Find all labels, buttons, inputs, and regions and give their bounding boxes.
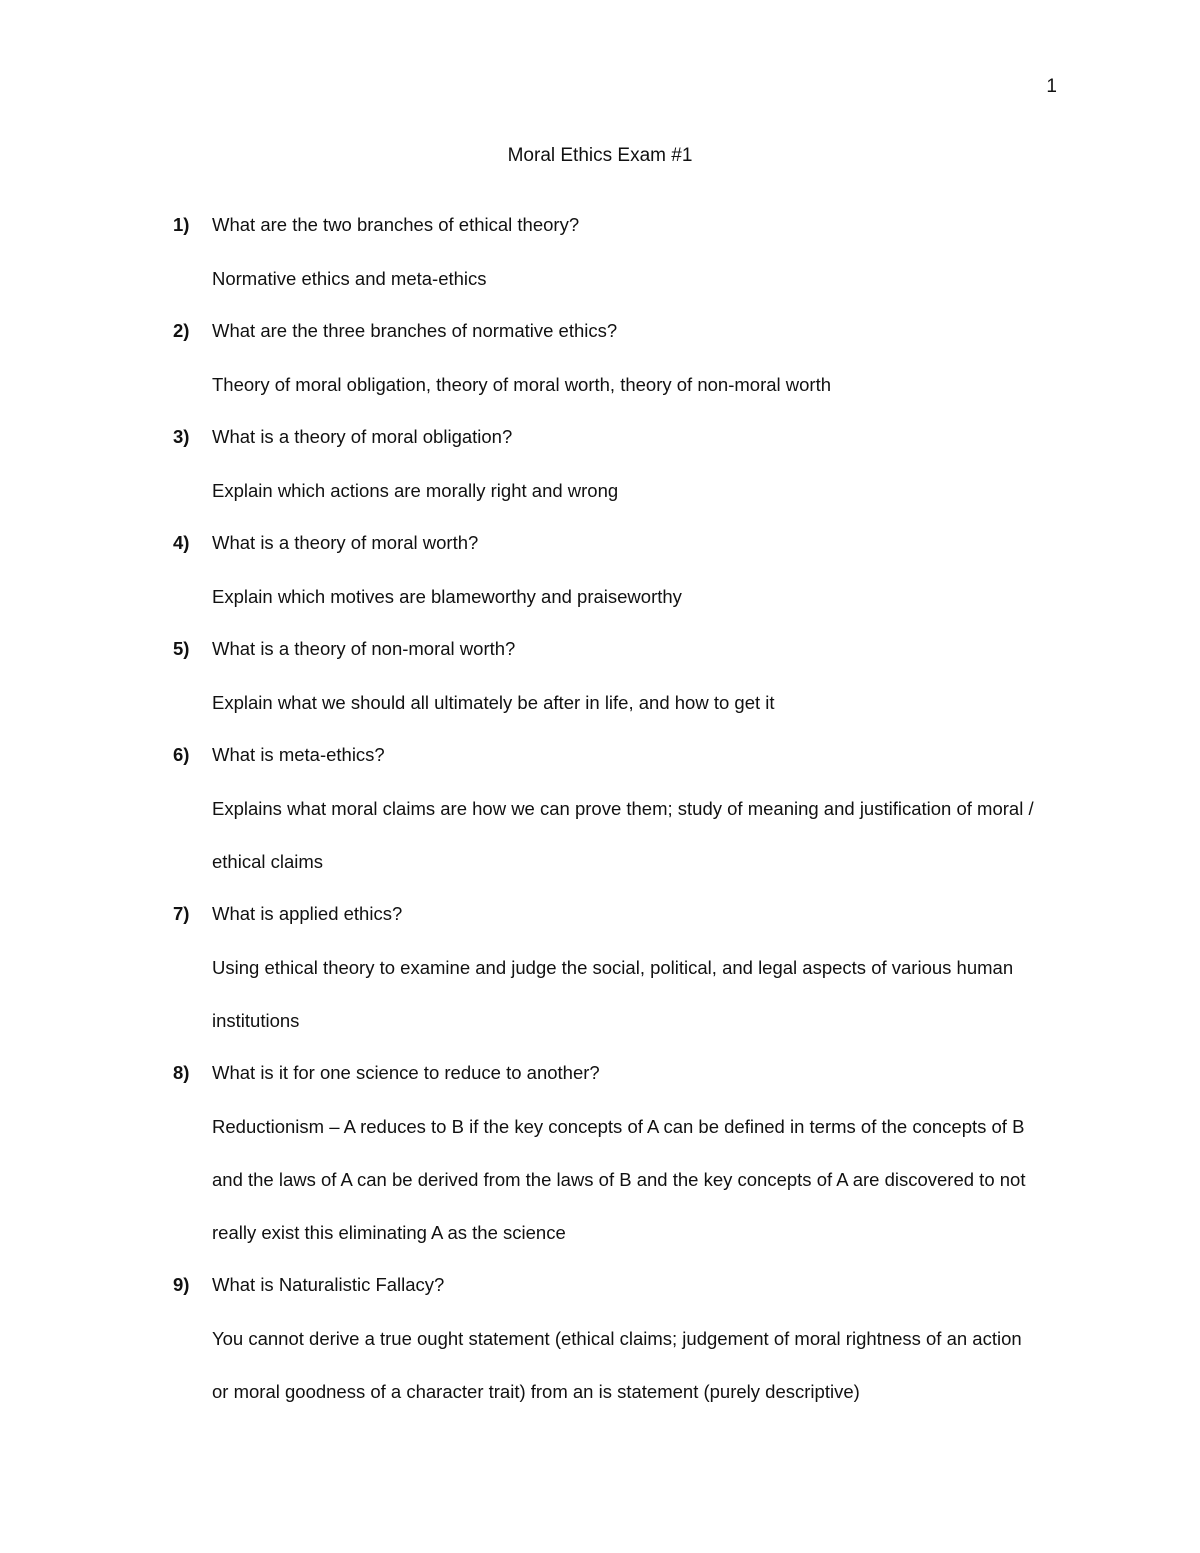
question-number: 9) (173, 1274, 190, 1295)
question-number: 4) (173, 532, 190, 553)
question-text: What is a theory of moral worth? (212, 532, 479, 553)
question-list (0, 209, 1200, 1428)
question-text: What is Naturalistic Fallacy? (212, 1274, 445, 1295)
question-number: 6) (173, 744, 190, 765)
answer-text (212, 951, 1042, 1057)
question-text: What are the three branches of normative ethics? (212, 320, 618, 341)
qa-item-7 (0, 898, 1200, 1057)
question-number: 8) (173, 1062, 190, 1083)
question-text: What is a theory of non-moral worth? (212, 638, 516, 659)
qa-item-1 (0, 209, 1200, 315)
question-text: What is it for one science to reduce to another? (212, 1062, 600, 1083)
question-number: 1) (173, 214, 190, 235)
answer-text (212, 368, 1042, 421)
question-number: 7) (173, 903, 190, 924)
answer-content: Normative ethics and meta-ethics (212, 268, 487, 289)
answer-text (212, 262, 1042, 315)
qa-item-2 (0, 315, 1200, 421)
answer-content: Reductionism – A reduces to B if the key concepts of A can be defined in terms of the concepts of B and the laws of A can be derived from the laws of B and the key concepts of A are discovered to not really exist this eliminating A as the science (212, 1116, 1026, 1243)
answer-content: Using ethical theory to examine and judge the social, political, and legal aspects of various human institutions (212, 957, 1014, 1031)
qa-item-4 (0, 527, 1200, 633)
answer-content: Explains what moral claims are how we can prove them; study of meaning and justification of moral / ethical claims (212, 798, 1034, 872)
answer-content: Explain what we should all ultimately be after in life, and how to get it (212, 692, 775, 713)
qa-item-5 (0, 633, 1200, 739)
qa-item-6 (0, 739, 1200, 898)
qa-item-3 (0, 421, 1200, 527)
question-number: 3) (173, 426, 190, 447)
answer-text (212, 474, 1042, 527)
question-text: What is meta-ethics? (212, 744, 385, 765)
question-text: What are the two branches of ethical theory? (212, 214, 580, 235)
question-number: 2) (173, 320, 190, 341)
answer-content: You cannot derive a true ought statement (ethical claims; judgement of moral rightness of an action or moral goodness of a character trait) from an is statement (purely descriptive) (212, 1328, 1022, 1402)
page-number: 1 (1046, 76, 1057, 97)
answer-content: Explain which motives are blameworthy and praiseworthy (212, 586, 682, 607)
question-text: What is applied ethics? (212, 903, 403, 924)
question-number: 5) (173, 638, 190, 659)
answer-text (212, 1110, 1042, 1269)
answer-content: Explain which actions are morally right and wrong (212, 480, 619, 501)
answer-text (212, 686, 1042, 739)
answer-text (212, 580, 1042, 633)
qa-item-9 (0, 1269, 1200, 1428)
qa-item-8 (0, 1057, 1200, 1269)
question-text: What is a theory of moral obligation? (212, 426, 513, 447)
answer-content: Theory of moral obligation, theory of moral worth, theory of non-moral worth (212, 374, 832, 395)
answer-text (212, 1322, 1042, 1428)
answer-text (212, 792, 1042, 898)
document-title: Moral Ethics Exam #1 (507, 145, 693, 166)
